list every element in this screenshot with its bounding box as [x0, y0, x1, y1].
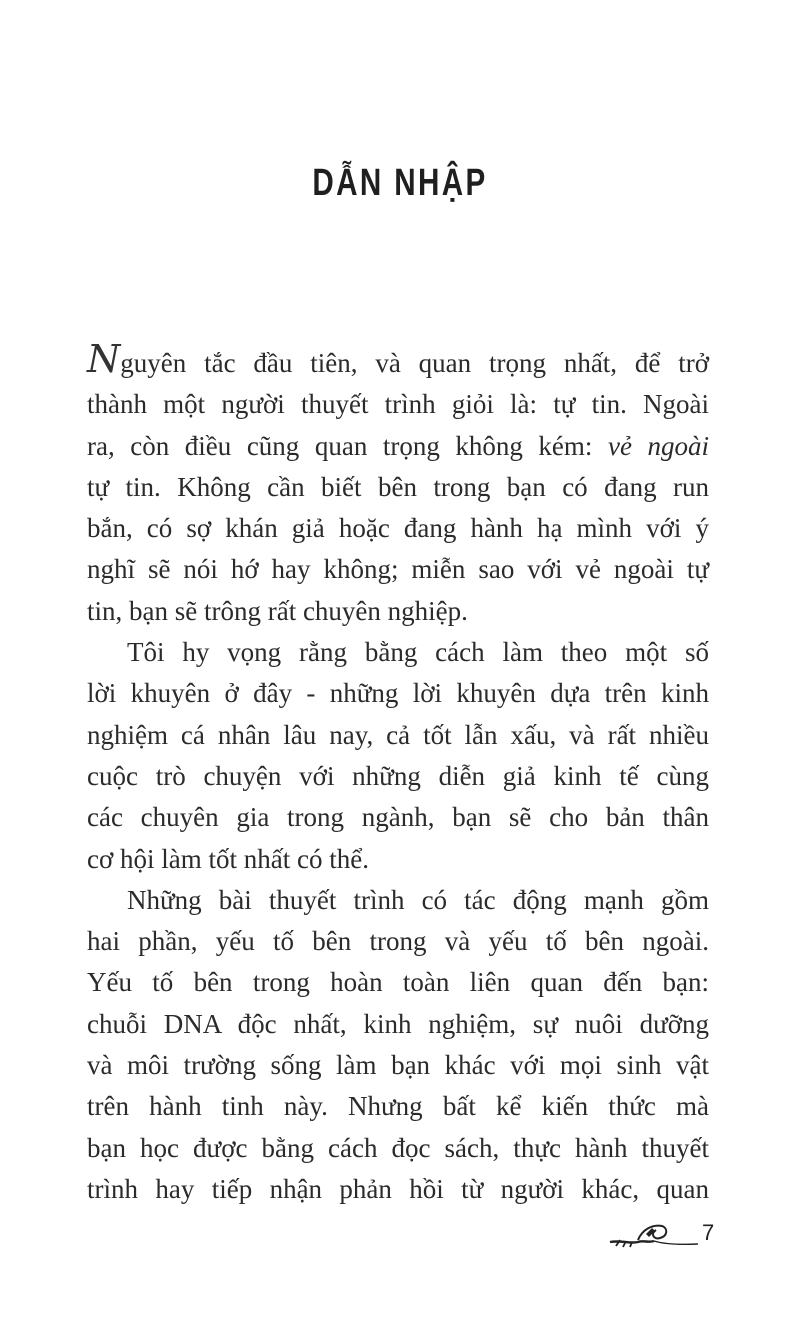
text-line: Tôi hy vọng rằng bằng cách làm theo một số — [127, 637, 709, 668]
text-line: Những bài thuyết trình có tác động mạnh gồm — [127, 884, 709, 915]
drop-cap: N — [87, 337, 121, 381]
line-rest: guyên tắc đầu tiên, và quan trọng nhất, để trở — [120, 348, 709, 378]
paragraph-3 — [87, 880, 709, 1210]
text-line: cuộc trò chuyện với những diễn giả kinh tế cùng — [87, 760, 709, 791]
page-number: 7 — [702, 1220, 715, 1245]
text-line: nghiệm cá nhân lâu nay, cả tốt lẫn xấu, và rất nhiều — [87, 719, 709, 750]
text-line: chuỗi DNA độc nhất, kinh nghiệm, sự nuôi dưỡng — [87, 1008, 709, 1039]
text-line: cơ hội làm tốt nhất có thể. — [87, 843, 369, 874]
body-text — [87, 337, 709, 1210]
text-line: tự tin. Không cần biết bên trong bạn có đang run — [87, 471, 709, 502]
text-line: trình hay tiếp nhận phản hồi từ người khác, quan — [87, 1173, 709, 1204]
emphasis-text: vẻ ngoài — [607, 430, 709, 461]
text-line: thành một người thuyết trình giỏi là: tự tin. Ngoài — [87, 389, 709, 420]
text-line — [87, 337, 709, 384]
paragraph-1 — [87, 337, 709, 632]
text-line: các chuyên gia trong ngành, bạn sẽ cho bản thân — [87, 802, 709, 833]
text-line: Yếu tố bên trong hoàn toàn liên quan đến bạn: — [87, 967, 709, 998]
paragraph-2 — [87, 632, 709, 880]
text-line: ra, còn điều cũng quan trọng không kém: vẻ ngoài — [87, 430, 709, 461]
chapter-title: DẪN NHẬP — [312, 162, 488, 204]
pen-flourish-icon — [608, 1216, 700, 1252]
text-line: trên hành tinh này. Nhưng bất kể kiến thức mà — [87, 1091, 709, 1122]
text-line: hai phần, yếu tố bên trong và yếu tố bên ngoài. — [87, 926, 709, 957]
text-line: tin, bạn sẽ trông rất chuyên nghiệp. — [87, 595, 468, 626]
text-line: và môi trường sống làm bạn khác với mọi sinh vật — [87, 1050, 709, 1081]
text-line: lời khuyên ở đây - những lời khuyên dựa trên kinh — [87, 678, 709, 709]
text-line: nghĩ sẽ nói hớ hay không; miễn sao với vẻ ngoài tự — [87, 554, 709, 585]
text-line: bạn học được bằng cách đọc sách, thực hành thuyết — [87, 1132, 709, 1163]
text-line: bắn, có sợ khán giả hoặc đang hành hạ mình với ý — [87, 513, 709, 544]
page-footer — [608, 1216, 718, 1256]
